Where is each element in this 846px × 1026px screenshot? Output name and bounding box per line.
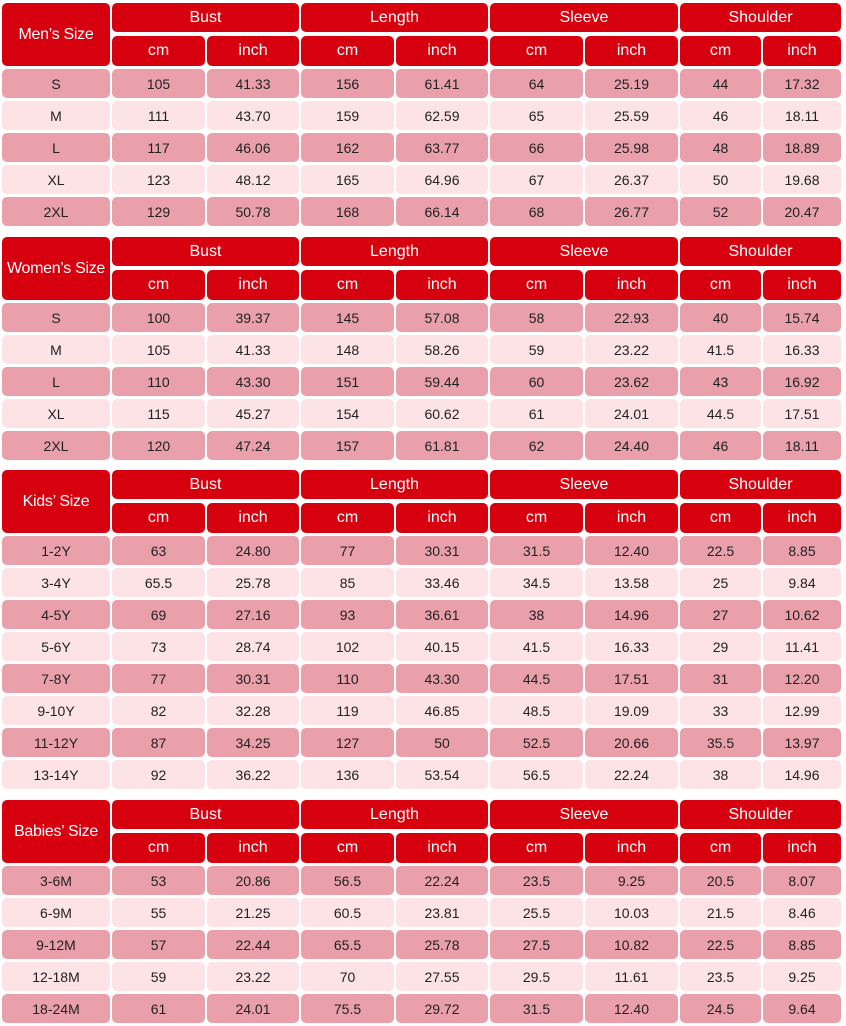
column-group-length: Length bbox=[301, 800, 488, 829]
sleeve-inch-cell: 22.24 bbox=[585, 760, 678, 789]
shoulder-inch-cell: 8.85 bbox=[763, 536, 841, 565]
length-cm-cell: 165 bbox=[301, 165, 394, 194]
size-label-header: Kids’ Size bbox=[2, 470, 110, 533]
length-cm-cell: 75.5 bbox=[301, 994, 394, 1023]
bust-inch-cell: 23.22 bbox=[207, 962, 299, 991]
shoulder-inch-cell: 18.11 bbox=[763, 431, 841, 460]
unit-header-length-inch: inch bbox=[396, 503, 488, 533]
length-cm-cell: 119 bbox=[301, 696, 394, 725]
bust-inch-cell: 46.06 bbox=[207, 133, 299, 162]
length-cm-cell: 110 bbox=[301, 664, 394, 693]
shoulder-inch-cell: 16.33 bbox=[763, 335, 841, 364]
unit-header-sleeve-cm: cm bbox=[490, 36, 583, 66]
length-cm-cell: 136 bbox=[301, 760, 394, 789]
sleeve-inch-cell: 26.37 bbox=[585, 165, 678, 194]
length-cm-cell: 85 bbox=[301, 568, 394, 597]
shoulder-cm-cell: 27 bbox=[680, 600, 761, 629]
unit-header-sleeve-cm: cm bbox=[490, 270, 583, 300]
shoulder-cm-cell: 46 bbox=[680, 101, 761, 130]
bust-cm-cell: 115 bbox=[112, 399, 205, 428]
unit-header-shoulder-cm: cm bbox=[680, 503, 761, 533]
unit-header-shoulder-inch: inch bbox=[763, 270, 841, 300]
unit-header-length-cm: cm bbox=[301, 503, 394, 533]
shoulder-cm-cell: 23.5 bbox=[680, 962, 761, 991]
sleeve-cm-cell: 31.5 bbox=[490, 536, 583, 565]
shoulder-cm-cell: 22.5 bbox=[680, 536, 761, 565]
unit-header-bust-inch: inch bbox=[207, 36, 299, 66]
size-label-header: Babies’ Size bbox=[2, 800, 110, 863]
bust-cm-cell: 59 bbox=[112, 962, 205, 991]
column-group-shoulder: Shoulder bbox=[680, 237, 841, 266]
shoulder-cm-cell: 52 bbox=[680, 197, 761, 226]
shoulder-inch-cell: 12.99 bbox=[763, 696, 841, 725]
shoulder-inch-cell: 13.97 bbox=[763, 728, 841, 757]
shoulder-inch-cell: 18.11 bbox=[763, 101, 841, 130]
bust-cm-cell: 57 bbox=[112, 930, 205, 959]
sleeve-cm-cell: 67 bbox=[490, 165, 583, 194]
sleeve-inch-cell: 22.93 bbox=[585, 303, 678, 332]
sleeve-inch-cell: 26.77 bbox=[585, 197, 678, 226]
size-cell: 6-9M bbox=[2, 898, 110, 927]
shoulder-inch-cell: 18.89 bbox=[763, 133, 841, 162]
sleeve-inch-cell: 10.82 bbox=[585, 930, 678, 959]
unit-header-shoulder-cm: cm bbox=[680, 270, 761, 300]
shoulder-inch-cell: 17.32 bbox=[763, 69, 841, 98]
sleeve-cm-cell: 66 bbox=[490, 133, 583, 162]
column-group-shoulder: Shoulder bbox=[680, 3, 841, 32]
size-label-header: Women’s Size bbox=[2, 237, 110, 300]
shoulder-cm-cell: 31 bbox=[680, 664, 761, 693]
length-cm-cell: 127 bbox=[301, 728, 394, 757]
shoulder-cm-cell: 20.5 bbox=[680, 866, 761, 895]
length-inch-cell: 23.81 bbox=[396, 898, 488, 927]
column-group-bust: Bust bbox=[112, 800, 299, 829]
length-cm-cell: 157 bbox=[301, 431, 394, 460]
size-cell: 9-10Y bbox=[2, 696, 110, 725]
shoulder-inch-cell: 16.92 bbox=[763, 367, 841, 396]
bust-cm-cell: 123 bbox=[112, 165, 205, 194]
unit-header-shoulder-inch: inch bbox=[763, 36, 841, 66]
unit-header-sleeve-inch: inch bbox=[585, 833, 678, 863]
bust-cm-cell: 61 bbox=[112, 994, 205, 1023]
bust-inch-cell: 22.44 bbox=[207, 930, 299, 959]
sleeve-inch-cell: 23.62 bbox=[585, 367, 678, 396]
shoulder-inch-cell: 10.62 bbox=[763, 600, 841, 629]
length-cm-cell: 65.5 bbox=[301, 930, 394, 959]
shoulder-cm-cell: 50 bbox=[680, 165, 761, 194]
sleeve-inch-cell: 10.03 bbox=[585, 898, 678, 927]
sleeve-inch-cell: 23.22 bbox=[585, 335, 678, 364]
shoulder-inch-cell: 8.46 bbox=[763, 898, 841, 927]
size-cell: 2XL bbox=[2, 431, 110, 460]
size-cell: 13-14Y bbox=[2, 760, 110, 789]
bust-inch-cell: 34.25 bbox=[207, 728, 299, 757]
size-cell: 12-18M bbox=[2, 962, 110, 991]
sleeve-cm-cell: 27.5 bbox=[490, 930, 583, 959]
length-cm-cell: 159 bbox=[301, 101, 394, 130]
bust-cm-cell: 129 bbox=[112, 197, 205, 226]
length-inch-cell: 62.59 bbox=[396, 101, 488, 130]
length-inch-cell: 36.61 bbox=[396, 600, 488, 629]
sleeve-cm-cell: 29.5 bbox=[490, 962, 583, 991]
length-inch-cell: 60.62 bbox=[396, 399, 488, 428]
length-inch-cell: 43.30 bbox=[396, 664, 488, 693]
shoulder-cm-cell: 25 bbox=[680, 568, 761, 597]
unit-header-shoulder-cm: cm bbox=[680, 36, 761, 66]
bust-cm-cell: 73 bbox=[112, 632, 205, 661]
unit-header-shoulder-inch: inch bbox=[763, 833, 841, 863]
sleeve-cm-cell: 59 bbox=[490, 335, 583, 364]
shoulder-inch-cell: 15.74 bbox=[763, 303, 841, 332]
unit-header-length-cm: cm bbox=[301, 833, 394, 863]
size-cell: M bbox=[2, 101, 110, 130]
column-group-sleeve: Sleeve bbox=[490, 237, 678, 266]
unit-header-length-inch: inch bbox=[396, 833, 488, 863]
shoulder-cm-cell: 35.5 bbox=[680, 728, 761, 757]
unit-header-sleeve-inch: inch bbox=[585, 503, 678, 533]
bust-cm-cell: 120 bbox=[112, 431, 205, 460]
size-cell: 18-24M bbox=[2, 994, 110, 1023]
bust-inch-cell: 21.25 bbox=[207, 898, 299, 927]
bust-inch-cell: 28.74 bbox=[207, 632, 299, 661]
sleeve-inch-cell: 12.40 bbox=[585, 536, 678, 565]
bust-cm-cell: 111 bbox=[112, 101, 205, 130]
length-cm-cell: 151 bbox=[301, 367, 394, 396]
size-cell: 3-6M bbox=[2, 866, 110, 895]
sleeve-inch-cell: 20.66 bbox=[585, 728, 678, 757]
size-cell: L bbox=[2, 367, 110, 396]
unit-header-bust-inch: inch bbox=[207, 833, 299, 863]
bust-cm-cell: 63 bbox=[112, 536, 205, 565]
bust-inch-cell: 20.86 bbox=[207, 866, 299, 895]
length-cm-cell: 70 bbox=[301, 962, 394, 991]
bust-inch-cell: 24.80 bbox=[207, 536, 299, 565]
column-group-sleeve: Sleeve bbox=[490, 470, 678, 499]
unit-header-length-inch: inch bbox=[396, 270, 488, 300]
bust-inch-cell: 32.28 bbox=[207, 696, 299, 725]
column-group-length: Length bbox=[301, 470, 488, 499]
sleeve-inch-cell: 14.96 bbox=[585, 600, 678, 629]
bust-inch-cell: 36.22 bbox=[207, 760, 299, 789]
length-inch-cell: 64.96 bbox=[396, 165, 488, 194]
size-cell: 1-2Y bbox=[2, 536, 110, 565]
bust-inch-cell: 41.33 bbox=[207, 69, 299, 98]
length-inch-cell: 29.72 bbox=[396, 994, 488, 1023]
size-cell: 3-4Y bbox=[2, 568, 110, 597]
shoulder-inch-cell: 8.07 bbox=[763, 866, 841, 895]
length-cm-cell: 102 bbox=[301, 632, 394, 661]
sleeve-cm-cell: 61 bbox=[490, 399, 583, 428]
shoulder-inch-cell: 9.25 bbox=[763, 962, 841, 991]
sleeve-inch-cell: 24.01 bbox=[585, 399, 678, 428]
sleeve-inch-cell: 9.25 bbox=[585, 866, 678, 895]
sleeve-cm-cell: 41.5 bbox=[490, 632, 583, 661]
length-inch-cell: 61.81 bbox=[396, 431, 488, 460]
bust-cm-cell: 100 bbox=[112, 303, 205, 332]
bust-inch-cell: 48.12 bbox=[207, 165, 299, 194]
sleeve-cm-cell: 68 bbox=[490, 197, 583, 226]
length-inch-cell: 50 bbox=[396, 728, 488, 757]
unit-header-bust-cm: cm bbox=[112, 36, 205, 66]
column-group-sleeve: Sleeve bbox=[490, 3, 678, 32]
size-cell: 7-8Y bbox=[2, 664, 110, 693]
sleeve-inch-cell: 25.98 bbox=[585, 133, 678, 162]
column-group-sleeve: Sleeve bbox=[490, 800, 678, 829]
sleeve-inch-cell: 25.59 bbox=[585, 101, 678, 130]
shoulder-cm-cell: 24.5 bbox=[680, 994, 761, 1023]
size-cell: 5-6Y bbox=[2, 632, 110, 661]
length-inch-cell: 46.85 bbox=[396, 696, 488, 725]
unit-header-sleeve-cm: cm bbox=[490, 503, 583, 533]
bust-inch-cell: 41.33 bbox=[207, 335, 299, 364]
sleeve-cm-cell: 60 bbox=[490, 367, 583, 396]
sleeve-inch-cell: 11.61 bbox=[585, 962, 678, 991]
sleeve-inch-cell: 17.51 bbox=[585, 664, 678, 693]
bust-cm-cell: 69 bbox=[112, 600, 205, 629]
shoulder-cm-cell: 22.5 bbox=[680, 930, 761, 959]
sleeve-cm-cell: 62 bbox=[490, 431, 583, 460]
unit-header-sleeve-inch: inch bbox=[585, 36, 678, 66]
unit-header-length-cm: cm bbox=[301, 270, 394, 300]
size-cell: 11-12Y bbox=[2, 728, 110, 757]
bust-cm-cell: 65.5 bbox=[112, 568, 205, 597]
bust-cm-cell: 77 bbox=[112, 664, 205, 693]
shoulder-cm-cell: 44 bbox=[680, 69, 761, 98]
bust-cm-cell: 55 bbox=[112, 898, 205, 927]
unit-header-bust-cm: cm bbox=[112, 833, 205, 863]
shoulder-cm-cell: 21.5 bbox=[680, 898, 761, 927]
size-cell: S bbox=[2, 69, 110, 98]
sleeve-cm-cell: 58 bbox=[490, 303, 583, 332]
shoulder-cm-cell: 46 bbox=[680, 431, 761, 460]
length-cm-cell: 60.5 bbox=[301, 898, 394, 927]
length-inch-cell: 63.77 bbox=[396, 133, 488, 162]
length-cm-cell: 56.5 bbox=[301, 866, 394, 895]
size-cell: 9-12M bbox=[2, 930, 110, 959]
column-group-bust: Bust bbox=[112, 237, 299, 266]
sleeve-cm-cell: 48.5 bbox=[490, 696, 583, 725]
sleeve-cm-cell: 64 bbox=[490, 69, 583, 98]
length-cm-cell: 148 bbox=[301, 335, 394, 364]
column-group-shoulder: Shoulder bbox=[680, 470, 841, 499]
sleeve-cm-cell: 25.5 bbox=[490, 898, 583, 927]
shoulder-inch-cell: 20.47 bbox=[763, 197, 841, 226]
unit-header-length-cm: cm bbox=[301, 36, 394, 66]
sleeve-inch-cell: 25.19 bbox=[585, 69, 678, 98]
length-inch-cell: 53.54 bbox=[396, 760, 488, 789]
length-cm-cell: 93 bbox=[301, 600, 394, 629]
sleeve-cm-cell: 65 bbox=[490, 101, 583, 130]
bust-cm-cell: 105 bbox=[112, 69, 205, 98]
column-group-bust: Bust bbox=[112, 3, 299, 32]
sleeve-cm-cell: 31.5 bbox=[490, 994, 583, 1023]
sleeve-cm-cell: 56.5 bbox=[490, 760, 583, 789]
bust-inch-cell: 30.31 bbox=[207, 664, 299, 693]
size-cell: L bbox=[2, 133, 110, 162]
bust-cm-cell: 110 bbox=[112, 367, 205, 396]
shoulder-cm-cell: 44.5 bbox=[680, 399, 761, 428]
bust-inch-cell: 43.30 bbox=[207, 367, 299, 396]
length-inch-cell: 22.24 bbox=[396, 866, 488, 895]
shoulder-cm-cell: 40 bbox=[680, 303, 761, 332]
size-cell: S bbox=[2, 303, 110, 332]
bust-inch-cell: 27.16 bbox=[207, 600, 299, 629]
bust-inch-cell: 39.37 bbox=[207, 303, 299, 332]
size-cell: 2XL bbox=[2, 197, 110, 226]
shoulder-inch-cell: 11.41 bbox=[763, 632, 841, 661]
shoulder-cm-cell: 33 bbox=[680, 696, 761, 725]
length-cm-cell: 156 bbox=[301, 69, 394, 98]
shoulder-inch-cell: 14.96 bbox=[763, 760, 841, 789]
shoulder-cm-cell: 43 bbox=[680, 367, 761, 396]
shoulder-cm-cell: 41.5 bbox=[680, 335, 761, 364]
shoulder-inch-cell: 9.64 bbox=[763, 994, 841, 1023]
size-label-header: Men’s Size bbox=[2, 3, 110, 66]
length-inch-cell: 25.78 bbox=[396, 930, 488, 959]
length-inch-cell: 66.14 bbox=[396, 197, 488, 226]
unit-header-shoulder-inch: inch bbox=[763, 503, 841, 533]
length-inch-cell: 33.46 bbox=[396, 568, 488, 597]
bust-inch-cell: 24.01 bbox=[207, 994, 299, 1023]
bust-inch-cell: 43.70 bbox=[207, 101, 299, 130]
shoulder-inch-cell: 12.20 bbox=[763, 664, 841, 693]
size-table-women-s-size bbox=[2, 237, 843, 463]
length-cm-cell: 145 bbox=[301, 303, 394, 332]
size-cell: XL bbox=[2, 165, 110, 194]
size-table-kids-size bbox=[2, 470, 843, 792]
shoulder-cm-cell: 48 bbox=[680, 133, 761, 162]
unit-header-bust-cm: cm bbox=[112, 270, 205, 300]
sleeve-cm-cell: 52.5 bbox=[490, 728, 583, 757]
bust-cm-cell: 105 bbox=[112, 335, 205, 364]
length-inch-cell: 58.26 bbox=[396, 335, 488, 364]
size-table-babies-size bbox=[2, 800, 843, 1026]
column-group-shoulder: Shoulder bbox=[680, 800, 841, 829]
shoulder-cm-cell: 38 bbox=[680, 760, 761, 789]
shoulder-inch-cell: 17.51 bbox=[763, 399, 841, 428]
length-inch-cell: 27.55 bbox=[396, 962, 488, 991]
size-table-men-s-size bbox=[2, 3, 843, 229]
bust-cm-cell: 53 bbox=[112, 866, 205, 895]
unit-header-bust-cm: cm bbox=[112, 503, 205, 533]
bust-cm-cell: 87 bbox=[112, 728, 205, 757]
shoulder-inch-cell: 9.84 bbox=[763, 568, 841, 597]
sleeve-inch-cell: 24.40 bbox=[585, 431, 678, 460]
bust-inch-cell: 25.78 bbox=[207, 568, 299, 597]
length-cm-cell: 162 bbox=[301, 133, 394, 162]
shoulder-cm-cell: 29 bbox=[680, 632, 761, 661]
unit-header-bust-inch: inch bbox=[207, 503, 299, 533]
sleeve-inch-cell: 12.40 bbox=[585, 994, 678, 1023]
unit-header-shoulder-cm: cm bbox=[680, 833, 761, 863]
length-inch-cell: 61.41 bbox=[396, 69, 488, 98]
sleeve-inch-cell: 13.58 bbox=[585, 568, 678, 597]
unit-header-sleeve-inch: inch bbox=[585, 270, 678, 300]
unit-header-bust-inch: inch bbox=[207, 270, 299, 300]
shoulder-inch-cell: 8.85 bbox=[763, 930, 841, 959]
column-group-bust: Bust bbox=[112, 470, 299, 499]
sleeve-cm-cell: 38 bbox=[490, 600, 583, 629]
unit-header-sleeve-cm: cm bbox=[490, 833, 583, 863]
length-cm-cell: 77 bbox=[301, 536, 394, 565]
sleeve-inch-cell: 16.33 bbox=[585, 632, 678, 661]
sleeve-cm-cell: 44.5 bbox=[490, 664, 583, 693]
length-inch-cell: 40.15 bbox=[396, 632, 488, 661]
bust-inch-cell: 50.78 bbox=[207, 197, 299, 226]
unit-header-length-inch: inch bbox=[396, 36, 488, 66]
sleeve-cm-cell: 34.5 bbox=[490, 568, 583, 597]
shoulder-inch-cell: 19.68 bbox=[763, 165, 841, 194]
size-cell: 4-5Y bbox=[2, 600, 110, 629]
bust-inch-cell: 45.27 bbox=[207, 399, 299, 428]
length-cm-cell: 154 bbox=[301, 399, 394, 428]
bust-cm-cell: 82 bbox=[112, 696, 205, 725]
sleeve-inch-cell: 19.09 bbox=[585, 696, 678, 725]
length-inch-cell: 30.31 bbox=[396, 536, 488, 565]
size-cell: XL bbox=[2, 399, 110, 428]
length-inch-cell: 59.44 bbox=[396, 367, 488, 396]
length-cm-cell: 168 bbox=[301, 197, 394, 226]
bust-cm-cell: 117 bbox=[112, 133, 205, 162]
column-group-length: Length bbox=[301, 3, 488, 32]
column-group-length: Length bbox=[301, 237, 488, 266]
bust-cm-cell: 92 bbox=[112, 760, 205, 789]
sleeve-cm-cell: 23.5 bbox=[490, 866, 583, 895]
length-inch-cell: 57.08 bbox=[396, 303, 488, 332]
size-cell: M bbox=[2, 335, 110, 364]
bust-inch-cell: 47.24 bbox=[207, 431, 299, 460]
